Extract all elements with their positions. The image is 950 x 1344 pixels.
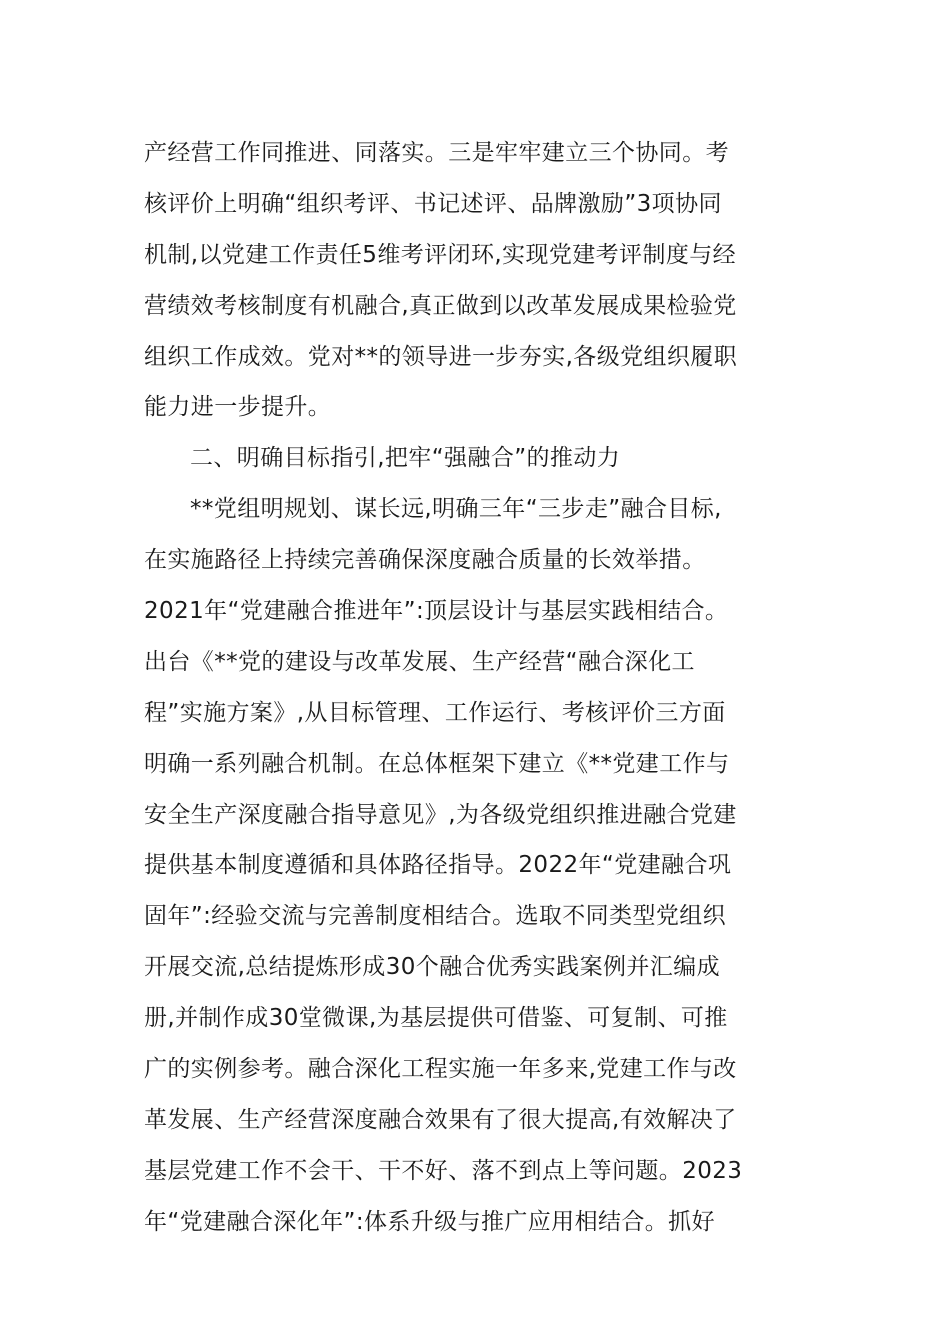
- text-line: 程”实施方案》,从目标管理、工作运行、考核评价三方面: [144, 699, 726, 726]
- text-line: 组织工作成效。党对**的领导进一步夯实,各级党组织履职: [144, 343, 738, 370]
- text-line: 册,并制作成30堂微课,为基层提供可借鉴、可复制、可推: [144, 1005, 728, 1032]
- text-line: 基层党建工作不会干、干不好、落不到点上等问题。2023: [144, 1157, 743, 1184]
- text-line: 年“党建融合深化年”:体系升级与推广应用相结合。抓好: [144, 1208, 715, 1235]
- text-line: 2021年“党建融合推进年”:顶层设计与基层实践相结合。: [144, 598, 729, 625]
- text-line: 营绩效考核制度有机融合,真正做到以改革发展成果检验党: [144, 292, 737, 319]
- text-line: 固年”:经验交流与完善制度相结合。选取不同类型党组织: [144, 903, 727, 930]
- section-heading: 二、明确目标指引,把牢“强融合”的推动力: [190, 445, 621, 472]
- text-line: 安全生产深度融合指导意见》,为各级党组织推进融合党建: [144, 801, 737, 828]
- text-line: 出台《**党的建设与改革发展、生产经营“融合深化工: [144, 648, 695, 675]
- text-line: 明确一系列融合机制。在总体框架下建立《**党建工作与: [144, 750, 730, 777]
- text-line: 革发展、生产经营深度融合效果有了很大提高,有效解决了: [144, 1106, 737, 1133]
- body-text: [144, 128, 824, 1248]
- text-line: 在实施路径上持续完善确保深度融合质量的长效举措。: [144, 547, 706, 574]
- text-line: 能力进一步提升。: [144, 394, 332, 421]
- text-line: 开展交流,总结提炼形成30个融合优秀实践案例并汇编成: [144, 954, 720, 981]
- text-line: 产经营工作同推进、同落实。三是牢牢建立三个协同。考: [144, 140, 729, 166]
- text-line: 核评价上明确“组织考评、书记述评、品牌激励”3项协同: [144, 190, 722, 217]
- text-line: 机制,以党建工作责任5维考评闭环,实现党建考评制度与经: [144, 241, 737, 268]
- text-line: 提供基本制度遵循和具体路径指导。2022年“党建融合巩: [144, 852, 732, 879]
- text-line: **党组明规划、谋长远,明确三年“三步走”融合目标,: [190, 496, 722, 523]
- text-line: 广的实例参考。融合深化工程实施一年多来,党建工作与改: [144, 1056, 737, 1083]
